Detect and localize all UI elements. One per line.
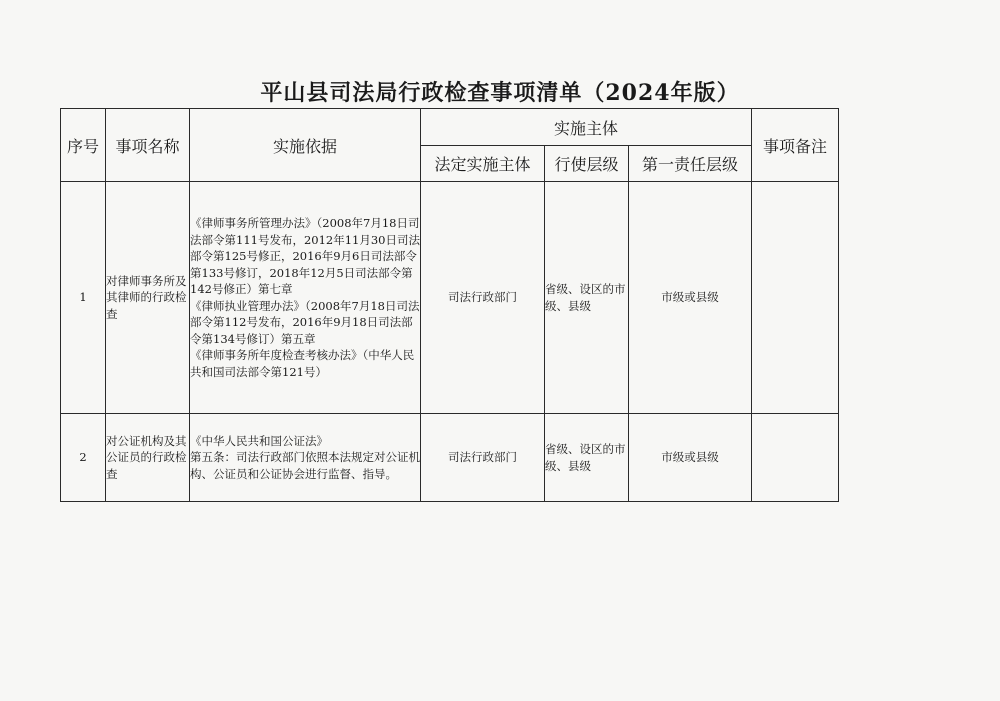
row-seq: 2 [61, 414, 106, 502]
row-legal-subject: 司法行政部门 [421, 182, 545, 414]
row-item-name: 对律师事务所及其律师的行政检查 [106, 182, 190, 414]
header-basis: 实施依据 [190, 109, 421, 182]
row-first-level: 市级或县级 [629, 414, 752, 502]
table-row [61, 182, 839, 414]
basis-line: 《律师事务所管理办法》（2008年7月18日司法部令第111号发布，2012年11月30日司法部令第125号修正，2016年9月6日司法部令第133号修订，2018年12月5日司法部令第142号修正）第七章 [190, 216, 420, 296]
header-seq: 序号 [61, 109, 106, 182]
row-seq: 1 [61, 182, 106, 414]
row-basis [190, 414, 421, 502]
row-exercise-level: 省级、设区的市级、县级 [545, 182, 629, 414]
header-item-name: 事项名称 [106, 109, 190, 182]
header-exercise-level: 行使层级 [545, 146, 629, 182]
table-row [61, 414, 839, 502]
row-exercise-level: 省级、设区的市级、县级 [545, 414, 629, 502]
row-remarks [752, 182, 839, 414]
page-title: 平山县司法局行政检查事项清单（2024年版） [260, 80, 740, 106]
row-remarks [752, 414, 839, 502]
header-subject-group: 实施主体 [421, 109, 752, 146]
header-remarks: 事项备注 [752, 109, 839, 182]
row-first-level: 市级或县级 [629, 182, 752, 414]
basis-line: 第五条：司法行政部门依照本法规定对公证机构、公证员和公证协会进行监督、指导。 [190, 450, 420, 481]
basis-line: 《中华人民共和国公证法》 [190, 433, 328, 448]
header-first-level: 第一责任层级 [629, 146, 752, 182]
row-legal-subject: 司法行政部门 [421, 414, 545, 502]
row-basis [190, 182, 421, 414]
basis-line: 《律师执业管理办法》（2008年7月18日司法部令第112号发布，2016年9月18日司法部令第134号修订）第五章 [190, 298, 420, 346]
header-legal-subject: 法定实施主体 [421, 146, 545, 182]
basis-line: 《律师事务所年度检查考核办法》（中华人民共和国司法部令第121号） [190, 348, 415, 379]
row-item-name: 对公证机构及其公证员的行政检查 [106, 414, 190, 502]
inspection-items-table [60, 108, 839, 502]
